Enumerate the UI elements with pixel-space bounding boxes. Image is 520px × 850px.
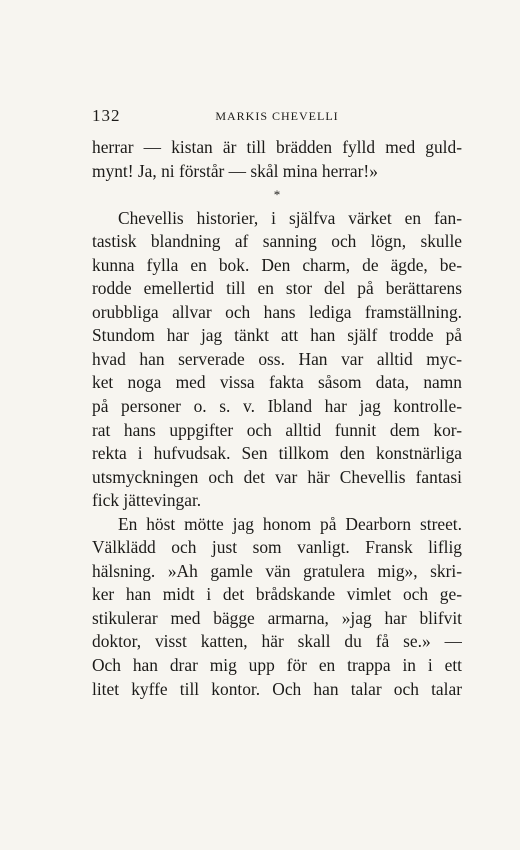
text-line: doktor, visst katten, här skall du få se.» — [92, 631, 462, 652]
running-head: MARKIS CHEVELLI [215, 109, 339, 123]
body-text [92, 136, 462, 701]
text-line: stikulerar med bägge armarna, »jag har blifvit [92, 607, 462, 628]
text-line: rekta i hufvudsak. Sen tillkom den konstnärliga [92, 443, 462, 464]
text-line: Välklädd och just som vanligt. Fransk liflig [92, 537, 462, 558]
text-line: tastisk blandning af sanning och lögn, skulle [92, 231, 462, 252]
text-line: ker han midt i det brådskande vimlet och ge- [92, 584, 462, 605]
text-line: på personer o. s. v. Ibland har jag kontrolle- [92, 396, 462, 417]
text-line: Och han drar mig upp för en trappa in i ett [92, 655, 462, 676]
page-header [92, 106, 462, 126]
text-line: herrar — kistan är till brädden fylld med guld- [92, 137, 462, 157]
page-number: 132 [92, 106, 121, 125]
text-line: En höst mötte jag honom på Dearborn street. [118, 513, 462, 534]
text-line: utsmyckningen och det var här Chevellis fantasi [92, 466, 462, 487]
text-line: hälsning. »Ah gamle vän gratulera mig», skri- [92, 560, 462, 581]
text-line: rodde emellertid till en stor del på berättarens [92, 278, 462, 299]
text-line: rat hans uppgifter och alltid funnit dem kor- [92, 419, 462, 440]
text-line: kunna fylla en bok. Den charm, de ägde, be- [92, 254, 462, 275]
text-line: hvad han serverade oss. Han var alltid myc- [92, 348, 462, 369]
text-line: fick jättevingar. [92, 490, 202, 511]
section-break-asterisk: * [273, 187, 281, 203]
text-line: litet kyffe till kontor. Och han talar och talar [92, 678, 462, 699]
text-line: Chevellis historier, i själfva värket en fan- [118, 207, 462, 228]
text-line: Stundom har jag tänkt att han själf trodde på [92, 325, 462, 346]
text-line: orubbliga allvar och hans lediga framställning. [92, 301, 462, 322]
text-line: mynt! Ja, ni förstår — skål mina herrar!» [92, 160, 378, 181]
text-line: ket noga med vissa fakta såsom data, namn [92, 372, 462, 393]
